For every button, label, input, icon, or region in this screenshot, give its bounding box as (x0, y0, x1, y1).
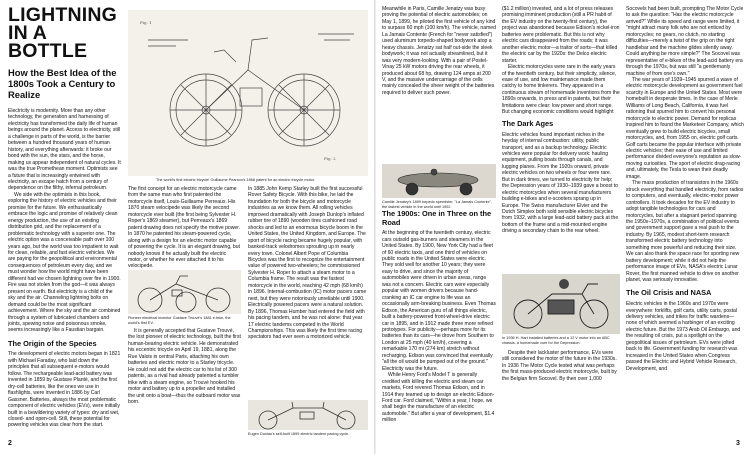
tandem-pacing-cycle-photo (248, 400, 368, 430)
paragraph: Electric vehicles in the 1960s and 1970s were everywhere: forklifts, golf carts, utility carts, postal delivery vehicles, and trikes for traffic wardens—none of which seemed a harbinger of an exciting electric future. But the 1973 Arab Oil Embargo, and the resulting oil crisis, put a spotlight on the geopolitical issues of petroleum. EVs were jolted back to life. Government funding for research was increased in the United States when Congress passed the Electric and Hybrid Vehicle Research, Development, and (626, 301, 741, 372)
title-line-2: IN A BOTTLE (8, 22, 88, 62)
subhead-1900s: The 1900s: One in Three on the Road (382, 210, 492, 227)
column-3 (248, 186, 368, 396)
paragraph: Electricity is modernity. More than any other technology, the generation and harnessing of electricity has transformed the daily life of human beings around the planet. Access to electricity, still a challenge in parts of the world, is the barrier between a hundred thousand years of human history, and everything afterwards: it broke our bond with the sun, the stars, and the horse, making us appear independent of natural cycles. It was the true Promethean moment. Optimists see a future that is increasingly entwined with electricity, an escape hatch from a century of dependence on the filthy, infernal petroleum. (8, 108, 121, 192)
hart-abc-motorcycle-photo (502, 274, 620, 334)
figure-3-caption: Eugen Dunlau's self-built 1899 electric tandem pacing cycle. (248, 432, 350, 436)
subhead-oil-crisis: The Oil Crisis and NASA (626, 288, 712, 298)
figure-4-caption: Camille Jenatzy's 1899 torpedo speedster, "La Jamais Contente", the fastest vehicle in the world until 1902. (382, 200, 493, 209)
paragraph: At the beginning of the twentieth century, electric cars outsold gas-burners and steamers in the United States. By 1900, New York City had a fleet of 60 electric taxis, and one third of vehicles on public roads in the United States were electric. They sold well for another 10 years; they were easy to drive, and since the majority of automobiles were driven in urban areas, range was not a concern. Electric cars were especially popular with women drivers because hand-cranking an IC car engine to life was an occasionally arm-breaking business. Even Thomas Edison, the American guru of all things electric, built a battery-powered front-wheel-drive electric car in 1895, and in 1912 made three more refined prototypes. For publicity—perhaps more for its batteries than its cars—he drove from Southern to London at 25 mph (40 km/h), covering a remarkable 170 mi (274 km) stretch without recharging. Edison was convinced that eventually "all the oil would be pumped out of the ground." Electricity was the future. (382, 230, 496, 372)
paragraph: The mass production of transistors in the 1960s struck everything that handled electricity, from radios to computers, and eventually, electric-motor power controllers. It took decades for the EV industry to adopt tangible technologies for cars and motorcycles, but after a stagnant period spanning the 1950s–1970s, a combination of political events and government support gave a real push to the industry. By 1965, modest short-term research transformed electric battery technology into something more powerful and reducing their size. We can also thank the space race for sporting new battery development; while it did not help the performance image of EVs, NASA's electric Lunar Rover, the first manned vehicle to drive on another planet, was seriously innovative. (626, 180, 744, 284)
svg-text:Fig. 2: Fig. 2 (324, 156, 336, 161)
paragraph: The first concept for an electric motorcycle came from the same man who first patented the motorcycle itself, Louis-Guillaume Perreaux. His 1870 steam velocipede was likely the second motorcycle ever built (the first being Sylvester H. Roper's 1869 steamer), but Perreaux's 1869 patent drawing does not specify the motive power. In 1870 he patented his steam-powered cycle, along with a design for an electric motor capable of powering the cycle. It is an elegant drawing, but nobody knows if he actually built the electric motor, or whether he ever attached it to his velocipede. (128, 186, 240, 270)
column-5c (502, 350, 620, 440)
figure-2-caption: Pioneer electrical inventor Gustave Trouvé's 1881 e-trike, the world's first EV. (128, 316, 231, 325)
paragraph: Meanwhile in Paris, Camille Jenatzy was busy proving the potential of electric automobiles; on May 1, 1899, he piloted the first vehicle of any kind to surpass 60 mph (100 km/h). The vehicle, named La Jamais Contente (French for "never satisfied") used aluminum torpedo-shaped bodywork atop a heavy chassis. Jenatzy sat half out-side the sleek bodywork; it was not actually streamlined, but it was very modern-looking. With a pair of Postel-Vinay 25 kW motors driving the rear wheels, it produced about 68 hp, drawing 124 amps at 200 V, and the massive undercarriage of the cells mainly concealed the sheer weight of the batteries required to deliver such power. (382, 6, 496, 96)
figure-5-caption: In 1936 H. Hart installed batteries and a 12 V motor into an ABC chassis, a homemade cure for the Depression. (502, 336, 610, 345)
subhead-origin: The Origin of the Species (8, 338, 97, 348)
paragraph: It is generally accepted that Gustave Trouvé, the lost pioneer of electric technology, built the first human-bearing electric vehicle. He demonstrated his eccentric tricycle on April 19, 1881, along the Rue Valois in central Paris, attaching his own batteries and electric motor to a Starley tricycle. He could not add the electric car to his list of 300 patents, as a rival had already patented a tumbler trike with a steam engine, so Trouvé hooked his motor and battery up to a propeller and installed the unit onto a boat—thus the outboard motor was born. (128, 328, 241, 405)
column-6 (626, 6, 744, 440)
paragraph: The development of electric motors began in 1821 with Michael Faraday, who laid down the principles that all subsequent e-motors would follow. The rechargeable lead-acid battery was invented in 1859 by Gustave Planté, and the first dry-cell batteries, like the ones we use in flashlights, were invented in 1886 by Carl Gassner. Batteries, always the most problematic component of electric vehicles (EVs), were initially built in a bewildering variety of types: dry and wet, closed- and open-cell. Still, these potential for powering vehicles was clear from the start. (8, 351, 121, 429)
paragraph: Despite their lackluster performance, EVs were still considered the motor of the future in the 1930s. In 1936 The Motor Cycle tested what was perhaps the first mass-produced electric motorcycle, built by the Belgian firm Socovel. By then over 1,000 (502, 350, 617, 382)
tricycle-patent-drawing (128, 10, 368, 176)
page-number-right: 3 (736, 440, 740, 447)
column-5b (502, 120, 620, 272)
deck: How the Best Idea of the 1800s Took a Century to Realize (8, 67, 117, 100)
title-line-1: LIGHTNING (8, 6, 118, 26)
page-number-left: 2 (8, 440, 12, 447)
jamais-contente-photo (382, 164, 496, 198)
paragraph: We side with the optimists in this book, exploring the history of electric vehicles and their promise for the future. We enthusiastically embrace the logic and promise of relatively clean energy production, the use of an existing distribution grid, and the replacement of a problematic technology with a superior one. The electric option was a conceivable path over 100 years ago, but the world was too impatient to wait for clean, reliable, and fast electric vehicles. We are paying for the geopolitical and environmental consequences of petroleum every day, and we must wonder how the world might have been different had we chosen lightning over fire in 1900. Fire was not stolen from the god—it was always present on earth. But electricity is a child of the sky and the air. Channeling lightning bolts on demand could be the most significant achievement. Where the sky and the air combined through a system of lubricated chambers and joints, spewing noise and poisonous smoke, seems increasingly like a Faustian bargain. (8, 191, 121, 334)
column-1 (8, 6, 121, 440)
paragraph: The war years of 1939–1945 spurred a wave of electric motorcycle development as government fuel scarcity in Europe and the United States. Most were homebuilt in desperate times. In the case of Merle Williams of Long Beach, California, it was fuel rationing that spurred him to convert his personal motorcycle to electric power. Demand for replicas inspired him to found the Marketeer Company, which eventually grew to build electric bicycles, small motorcycles, and, from 1955 on, electric golf carts. Golf carts became the popular interface with private electric vehicles; their ease of use and limited performance divided everyone's reputation as slow-moving curiosities. The sport of electric drag-racing and, ultimately, the Tesla to wean their deadly image. (626, 76, 744, 180)
page-gutter (374, 0, 376, 454)
paragraph: In 1885 John Kemp Starley built the first successful Rover Safety Bicycle. With this bike, he laid the foundation for both the bicycle and motorcycle industries as we know them. All rolling vehicles improved dramatically with Joseph Dunlop's inflated rubber tire of 1890 (wooden tires cushioned road shocks and led to an enormous bicycle boom in the United States, the United Kingdom, and Europe. The sport of bicycle racing became hugely popular, with banked-track velodromes sprouting up in nearly every town. Colonel Albert Pope of Columbia Bicycles was the first to recognize the entertainment value of powered two-wheelers; he commissioned Sylvester H. Roper to attach a steam motor to a Columbia frame. The result was the fastest motorcycle in the world, reaching 42 mph (68 km/h) in 1896. Internal-combustion (IC) motor pacers came next, but they were notoriously unreliable until 1900. Electrically powered pacers were a natural solution. By 1896, Thomas Humber had entered the field with his pacing tandem, and he was not alone: that year 17 electric tandems competed in the World Championships. This was likely the first time racing spectators had ever seen a motorized vehicle. (248, 186, 367, 341)
figure-1-caption: The world's first electric tricycle! Guillaume Pearson's 1868 patent for an electric tricycle motor. (156, 178, 315, 182)
paragraph: Electric motorcycles were rare in the early years of the twentieth century, but their simplicity, silence, ease of use, and low maintenance made them catchy to home tinkerers. They appeared in a continuous stream of homemade inventions from the 1890s onwards, in press and in patents, but their limitations were clear: low power and short range. But changing economic conditions would highlight (502, 64, 620, 116)
column-2b (128, 328, 241, 438)
paragraph: Electric vehicles found important niches in the heyday of internal combustion: utility, public transport, and as a backup technology. Electric vehicles were popular for delivery work: hauling equipment, pulling boats through canals, and lugging planes. From the 1920s onward, private electric vehicles on two wheels or four were rare. But in dark times, we turned to electricity for help; the Depression years of 1930–1939 gave a boost to electric motorcycles when several manufacturers building e-bikes and e-scooters sprang up in Europe. The Swiss manufacturer Elvier and the Dutch Simplex both sold sensible electric bicycles from 1932, with a large lead-acid battery pack at the bottom of the frame and a mid-mounted engine driving a secondary chain to the rear wheel. (502, 131, 619, 235)
paragraph: While Henry Ford's Model T is generally credited with killing the electric and steam car markets, Ford revered Thomas Edison, and in 1914 they teamed up to design an electric Edison-Ford car. Ford claimed, "Within a year, I hope, we shall begin the manufacture of an electric automobile." But after a year of development, $1.4 million (382, 372, 495, 424)
trouve-trike-photo (128, 270, 241, 314)
paragraph: Socovels had been built, prompting The Motor Cycle to ask the question: "Has the electric motorcycle arrived?" While its speed and range were limited, it "might attract many folk who are not enticed by motorcycles; no gears, no clutch, no starting difficulties—merely a twist of the grip on the right handlebar and the machine glides silently away. Could anything be more simple?" The Socovel was representative of e-bikes of the lead-acid battery era through the 1970s, but was still "a gentlemanly machine of from one's own." (626, 6, 744, 77)
column-5a (502, 6, 620, 116)
column-4b (382, 210, 496, 442)
svg-text:Fig. 1: Fig. 1 (140, 20, 152, 25)
paragraph: ($1.2 million) invested, and a lot of press releases promising imminent production (still a PR habit of the EV industry on the twenty-first century), the project was abandoned because Edison's nickel-iron batteries were problematic. But this is not why electric cars disappeared from the roads; it was another electric motor—a traitor of sorts—that killed the electric car by the 1920s: the Delco electric starter. (502, 6, 620, 64)
subhead-dark-ages: The Dark Ages (502, 120, 554, 128)
